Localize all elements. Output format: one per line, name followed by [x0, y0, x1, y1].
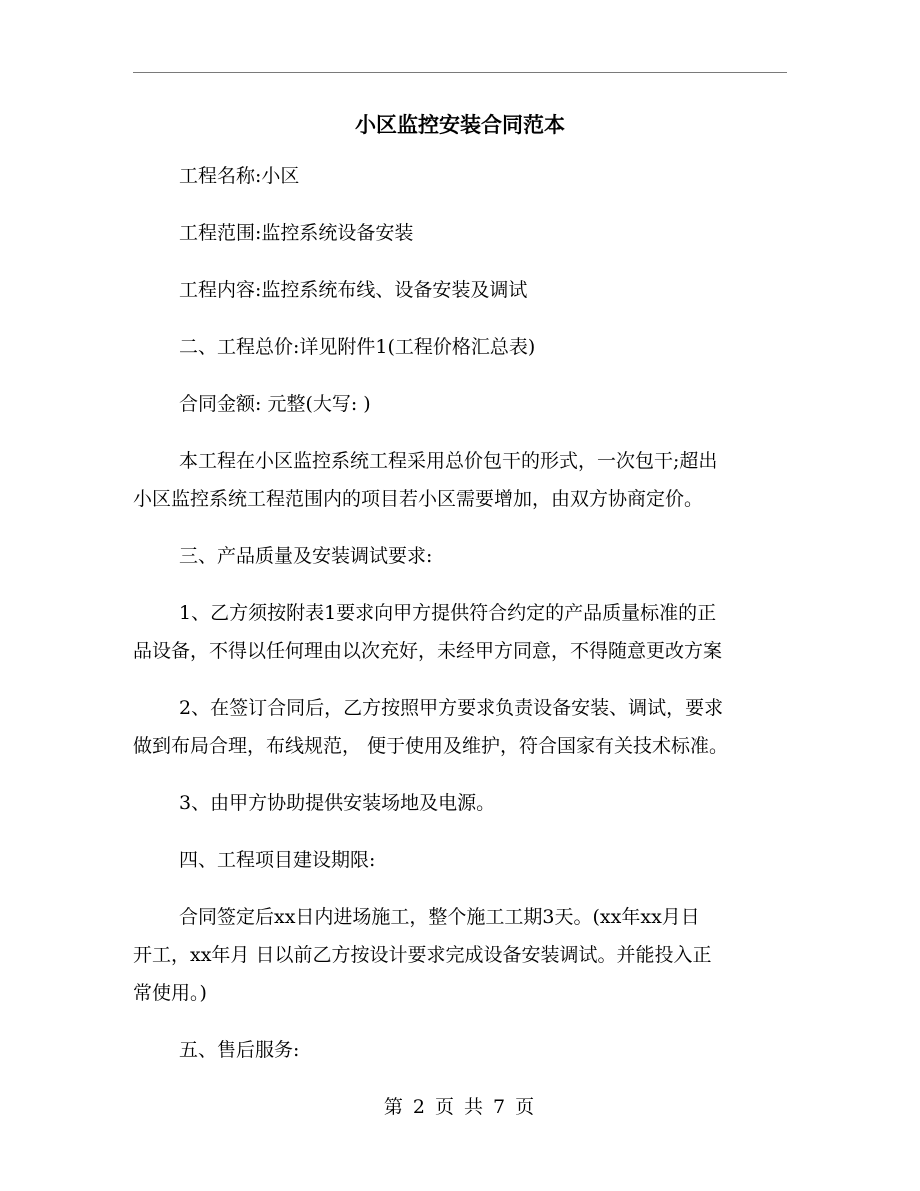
header-rule [133, 72, 787, 73]
paragraph [133, 594, 793, 670]
paragraph-line: 二、工程总价:详见附件1(工程价格汇总表) [179, 336, 536, 358]
paragraph [133, 214, 793, 252]
page-number-footer: 第 2 页 共 7 页 [383, 1096, 537, 1118]
paragraph [133, 271, 793, 309]
paragraph [133, 841, 793, 879]
paragraph-line: 常使用。) [133, 982, 207, 1004]
paragraph-line: 做到布局合理，布线规范， 便于使用及维护，符合国家有关技术标准。 [133, 735, 729, 757]
paragraph-line: 1、乙方须按附表1要求向甲方提供符合约定的产品质量标准的正 [179, 602, 717, 624]
paragraph [133, 385, 793, 423]
paragraph-line: 合同金额: 元整(大写: ) [179, 393, 371, 415]
paragraph-line: 五、售后服务: [179, 1039, 300, 1061]
paragraph-line: 四、工程项目建设期限: [179, 849, 376, 871]
paragraph-line: 品设备，不得以任何理由以次充好，未经甲方同意，不得随意更改方案 [133, 640, 723, 662]
paragraph-line: 工程内容:监控系统布线、设备安装及调试 [179, 279, 528, 301]
paragraph-line: 本工程在小区监控系统工程采用总价包干的形式，一次包干;超出 [179, 450, 718, 472]
paragraph-line: 开工，xx年月 日以前乙方按设计要求完成设备安装调试。并能投入正 [133, 944, 712, 966]
document-body [133, 157, 793, 1088]
paragraph-line: 工程范围:监控系统设备安装 [179, 222, 414, 244]
paragraph-line: 小区监控系统工程范围内的项目若小区需要增加，由双方协商定价。 [133, 488, 704, 510]
paragraph-line: 2、在签订合同后，乙方按照甲方要求负责设备安装、调试，要求 [179, 697, 724, 719]
document-title: 小区监控安装合同范本 [355, 112, 565, 137]
paragraph [133, 328, 793, 366]
paragraph-line: 3、由甲方协助提供安装场地及电源。 [179, 792, 496, 814]
paragraph-line: 合同签定后xx日内进场施工，整个施工工期3天。(xx年xx月日 [179, 906, 700, 928]
paragraph-line: 工程名称:小区 [179, 165, 300, 187]
paragraph [133, 898, 793, 1012]
paragraph [133, 442, 793, 518]
paragraph [133, 157, 793, 195]
paragraph [133, 784, 793, 822]
paragraph [133, 1031, 793, 1069]
paragraph [133, 537, 793, 575]
paragraph [133, 689, 793, 765]
paragraph-line: 三、产品质量及安装调试要求: [179, 545, 433, 567]
